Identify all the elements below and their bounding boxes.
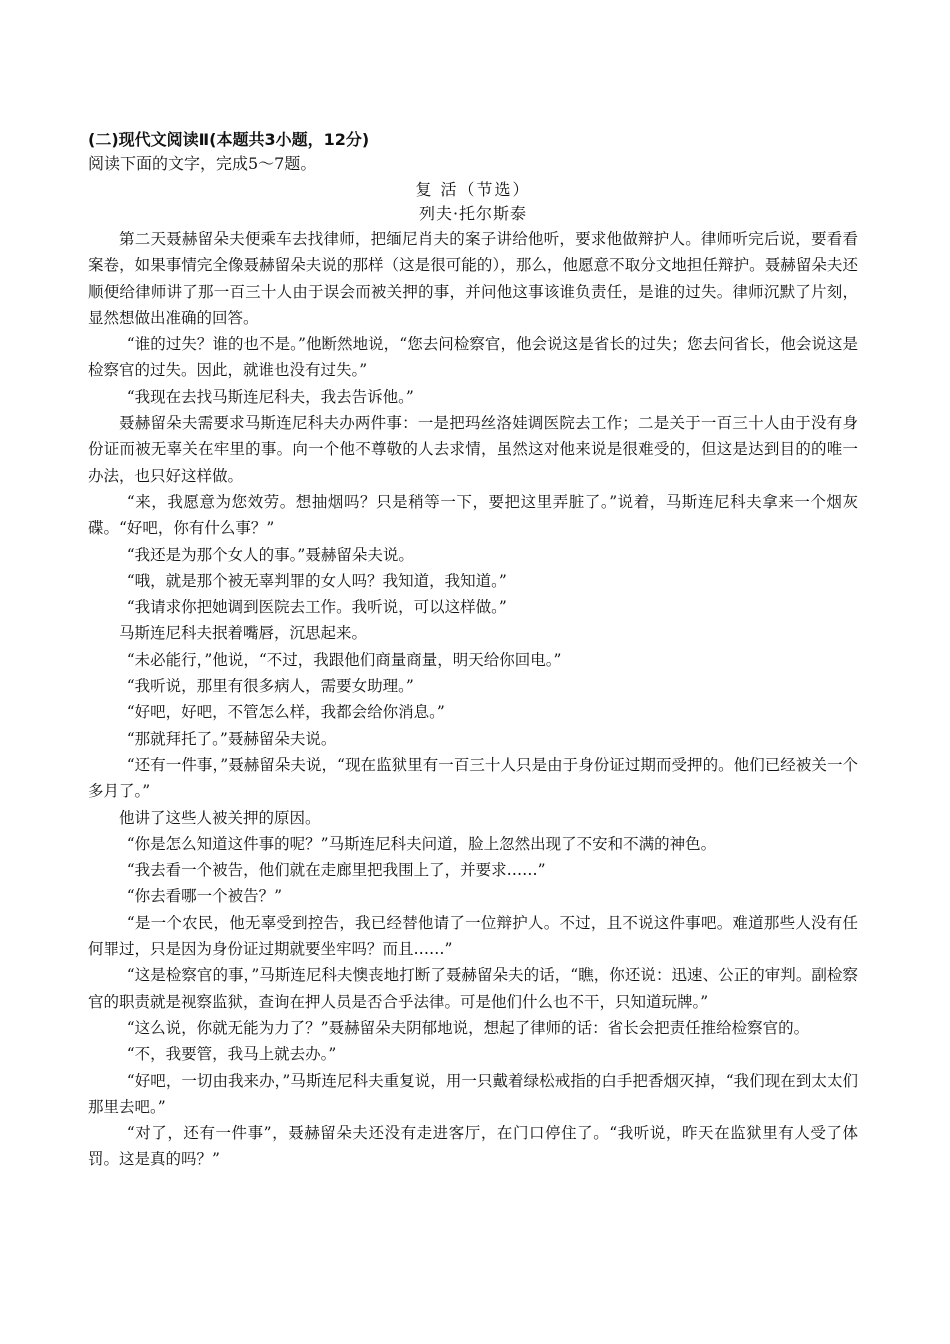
paragraph: “那就拜托了。”聂赫留朵夫说。 [126, 729, 337, 748]
paragraph: 他讲了这些人被关押的原因。 [119, 808, 321, 827]
paragraph: “不，我要管，我马上就去办。” [126, 1045, 337, 1064]
document-page [88, 128, 858, 1173]
passage-title: 复 活（节选） [415, 180, 531, 199]
paragraph: “未必能行，”他说，“不过，我跟他们商量商量，明天给你回电。” [126, 650, 562, 669]
paragraph: “还有一件事，”聂赫留朵夫说，“现在监狱里有一百三十人只是由于身份证过期而受押的。他们已经被关一个多月了。” [88, 755, 858, 801]
paragraph: “哦，就是那个被无辜判罪的女人吗？我知道，我知道。” [126, 571, 507, 590]
paragraph: “是一个农民，他无辜受到控告，我已经替他请了一位辩护人。不过，且不说这件事吧。难道那些人没有任何罪过，只是因为身份证过期就要坐牢吗？而且……” [88, 913, 858, 959]
paragraph: “你去看哪一个被告？” [126, 887, 283, 906]
paragraph: 聂赫留朵夫需要求马斯连尼科夫办两件事：一是把玛丝洛娃调医院去工作；二是关于一百三十人由于没有身份证而被无辜关在牢里的事。向一个他不尊敬的人去求情，虽然这对他来说是很难受的，但这是达到目的的唯一办法，也只好这样做。 [88, 414, 858, 485]
paragraph: “你是怎么知道这件事的呢？”马斯连尼科夫问道，脸上忽然出现了不安和不满的神色。 [126, 834, 717, 853]
paragraph: “对了，还有一件事”，聂赫留朵夫还没有走进客厅，在门口停住了。“我听说，昨天在监狱里有人受了体罚。这是真的吗？” [88, 1124, 858, 1169]
paragraph: “来，我愿意为您效劳。想抽烟吗？只是稍等一下，要把这里弄脏了。”说着，马斯连尼科夫拿来一个烟灰碟。“好吧，你有什么事？” [88, 492, 858, 538]
paragraph: “好吧，好吧，不管怎么样，我都会给你消息。” [126, 703, 445, 722]
paragraph: “我请求你把她调到医院去工作。我听说，可以这样做。” [126, 598, 507, 617]
paragraph: “我还是为那个女人的事。”聂赫留朵夫说。 [126, 545, 414, 564]
paragraph: “我去看一个被告，他们就在走廊里把我围上了，并要求……” [126, 861, 546, 880]
paragraph: “这是检察官的事，”马斯连尼科夫懊丧地打断了聂赫留朵夫的话，“瞧，你还说：迅速、公正的审判。副检察官的职责就是视察监狱，查询在押人员是否合乎法律。可是他们什么也不干，只知道玩牌。” [88, 966, 858, 1011]
paragraph: 马斯连尼科夫抿着嘴唇，沉思起来。 [119, 624, 368, 643]
passage-author: 列夫·托尔斯泰 [418, 204, 528, 223]
paragraph: “好吧，一切由我来办，”马斯连尼科夫重复说，用一只戴着绿松戒指的白手把香烟灭掉，“我们现在到太太们那里去吧。” [88, 1071, 858, 1116]
instruction: 阅读下面的文字，完成5～7题。 [88, 154, 317, 173]
section-header: (二)现代文阅读Ⅱ(本题共3小题，12分) [88, 130, 370, 149]
paragraph: “我现在去找马斯连尼科夫，我去告诉他。” [126, 387, 414, 406]
paragraph: 第二天聂赫留朵夫便乘车去找律师，把缅尼肖夫的案子讲给他听，要求他做辩护人。律师听完后说，要看看案卷，如果事情完全像聂赫留朵夫说的那样（这是很可能的），那么，他愿意不取分文地担任辩护。聂赫留朵夫还顺便给律师讲了那一百三十人由于误会而被关押的事，并问他这事该谁负责任，是谁的过失。律师沉默了片刻，显然想做出准确的回答。 [88, 230, 858, 327]
paragraph: “我听说，那里有很多病人，需要女助理。” [126, 677, 414, 696]
paragraph: “这么说，你就无能为力了？”聂赫留朵夫阴郁地说，想起了律师的话：省长会把责任推给检察官的。 [126, 1018, 810, 1037]
paragraph: “谁的过失？谁的也不是。”他断然地说，“您去问检察官，他会说这是省长的过失；您去问省长，他会说这是检察官的过失。因此，就谁也没有过失。” [88, 335, 858, 380]
